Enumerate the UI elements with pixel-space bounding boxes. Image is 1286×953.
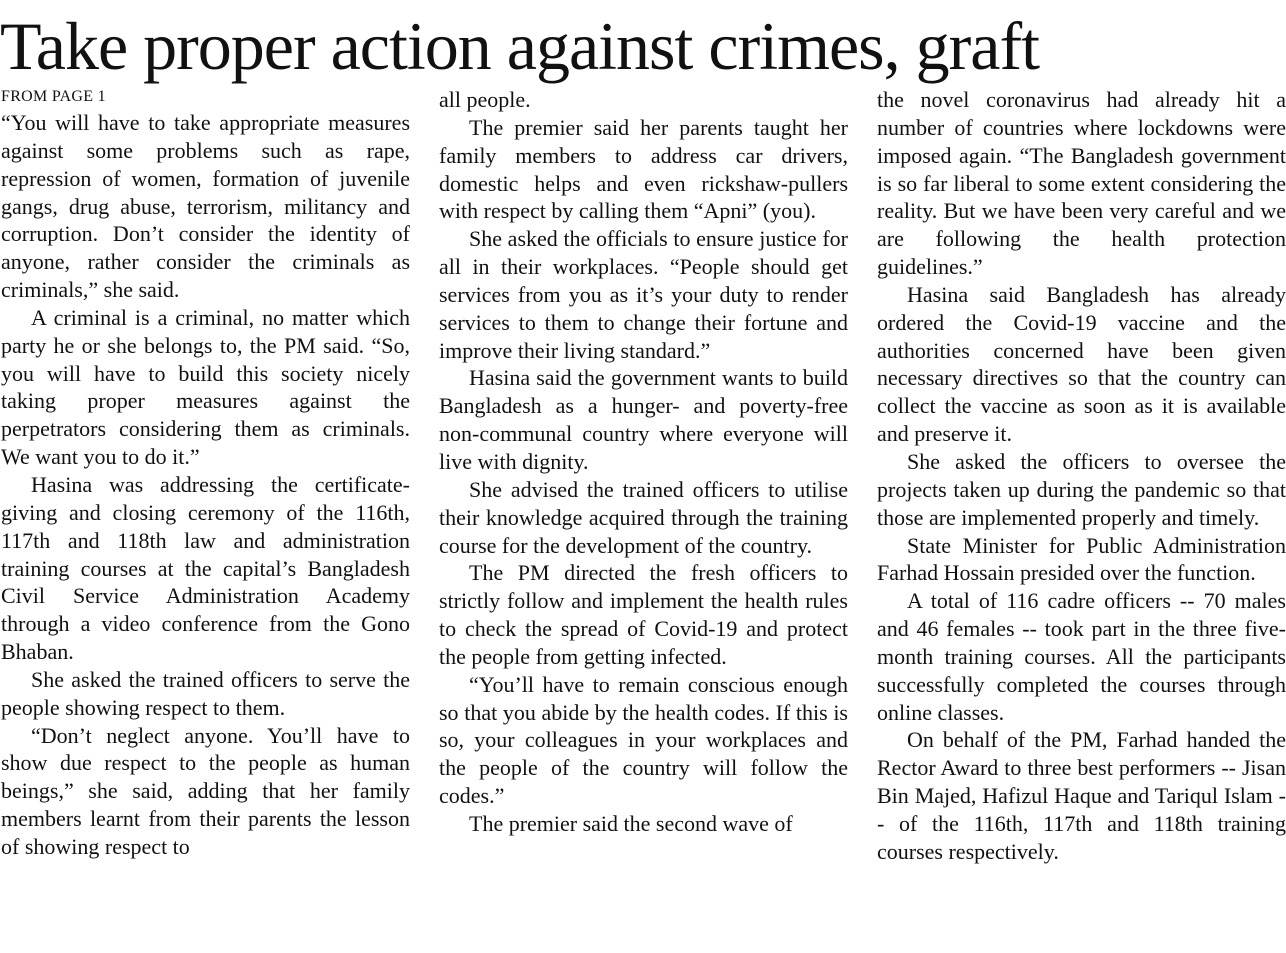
- paragraph: She asked the officers to oversee the projects taken up during the pandemic so that those are implemented properly and timely.: [877, 448, 1286, 530]
- paragraph: The premier said her parents taught her family members to address car drivers, domestic helps and even rickshaw-pullers with respect by calling them “Apni” (you).: [439, 114, 848, 224]
- paragraph: She asked the officials to ensure justice for all in their workplaces. “People should get services from you as it’s your duty to render services to them to change their fortune and improve their living standard.”: [439, 226, 848, 363]
- paragraph: A total of 116 cadre officers -- 70 males and 46 females -- took part in the three five-month training courses. All the participants successfully completed the courses through online classes.: [877, 588, 1286, 725]
- headline: Take proper action against crimes, graft: [0, 8, 1040, 84]
- paragraph: Hasina was addressing the certificate-giving and closing ceremony of the 116th, 117th and 118th law and administration training courses at the capital’s Bangladesh Civil Service Administration Academy through a video conference from the Gono Bhaban.: [1, 471, 410, 665]
- paragraph: “You’ll have to remain conscious enough so that you abide by the health codes. If this is so, your colleagues in your workplaces and the people of the country will follow the codes.”: [439, 671, 848, 809]
- paragraph: “You will have to take appropriate measures against some problems such as rape, repression of women, formation of juvenile gangs, drug abuse, terrorism, militancy and corruption. Don’t consider the identity of anyone, rather consider the criminals as criminals,” she said.: [1, 110, 410, 303]
- paragraph: The premier said the second wave of: [469, 810, 793, 836]
- paragraph: “Don’t neglect anyone. You’ll have to show due respect to the people as human beings,” she said, adding that her family members learnt from their parents the lesson of showing respect to: [1, 722, 410, 859]
- article-column-3: [877, 86, 1286, 866]
- paragraph: On behalf of the PM, Farhad handed the Rector Award to three best performers -- Jisan Bin Majed, Hafizul Haque and Tariqul Islam -- of the 116th, 117th and 118th training courses respectively.: [877, 727, 1286, 864]
- paragraph: Hasina said the government wants to build Bangladesh as a hunger- and poverty-free non-communal country where everyone will live with dignity.: [439, 365, 848, 474]
- paragraph: The PM directed the fresh officers to strictly follow and implement the health rules to check the spread of Covid-19 and protect the people from getting infected.: [439, 560, 848, 669]
- article-column-2: [439, 86, 848, 838]
- paragraph: all people.: [439, 87, 531, 112]
- paragraph: Hasina said Bangladesh has already ordered the Covid-19 vaccine and the authorities concerned have been given necessary directives so that the country can collect the vaccine as soon as it is available and preserve it.: [877, 281, 1286, 447]
- paragraph: State Minister for Public Administration Farhad Hossain presided over the function.: [877, 532, 1286, 586]
- paragraph: the novel coronavirus had already hit a number of countries where lockdowns were imposed again. “The Bangladesh government is so far liberal to some extent considering the reality. But we have been very careful and we are following the health protection guidelines.”: [877, 87, 1286, 280]
- paragraph: She advised the trained officers to utilise their knowledge acquired through the training course for the development of the country.: [439, 476, 848, 558]
- paragraph: A criminal is a criminal, no matter which party he or she belongs to, the PM said. “So, you will have to build this society nicely taking proper measures against the perpetrators considering them as criminals. We want you to do it.”: [1, 304, 410, 470]
- continuation-kicker: FROM PAGE 1: [1, 88, 106, 105]
- article-column-1: [1, 109, 410, 861]
- paragraph: She asked the trained officers to serve the people showing respect to them.: [1, 666, 410, 720]
